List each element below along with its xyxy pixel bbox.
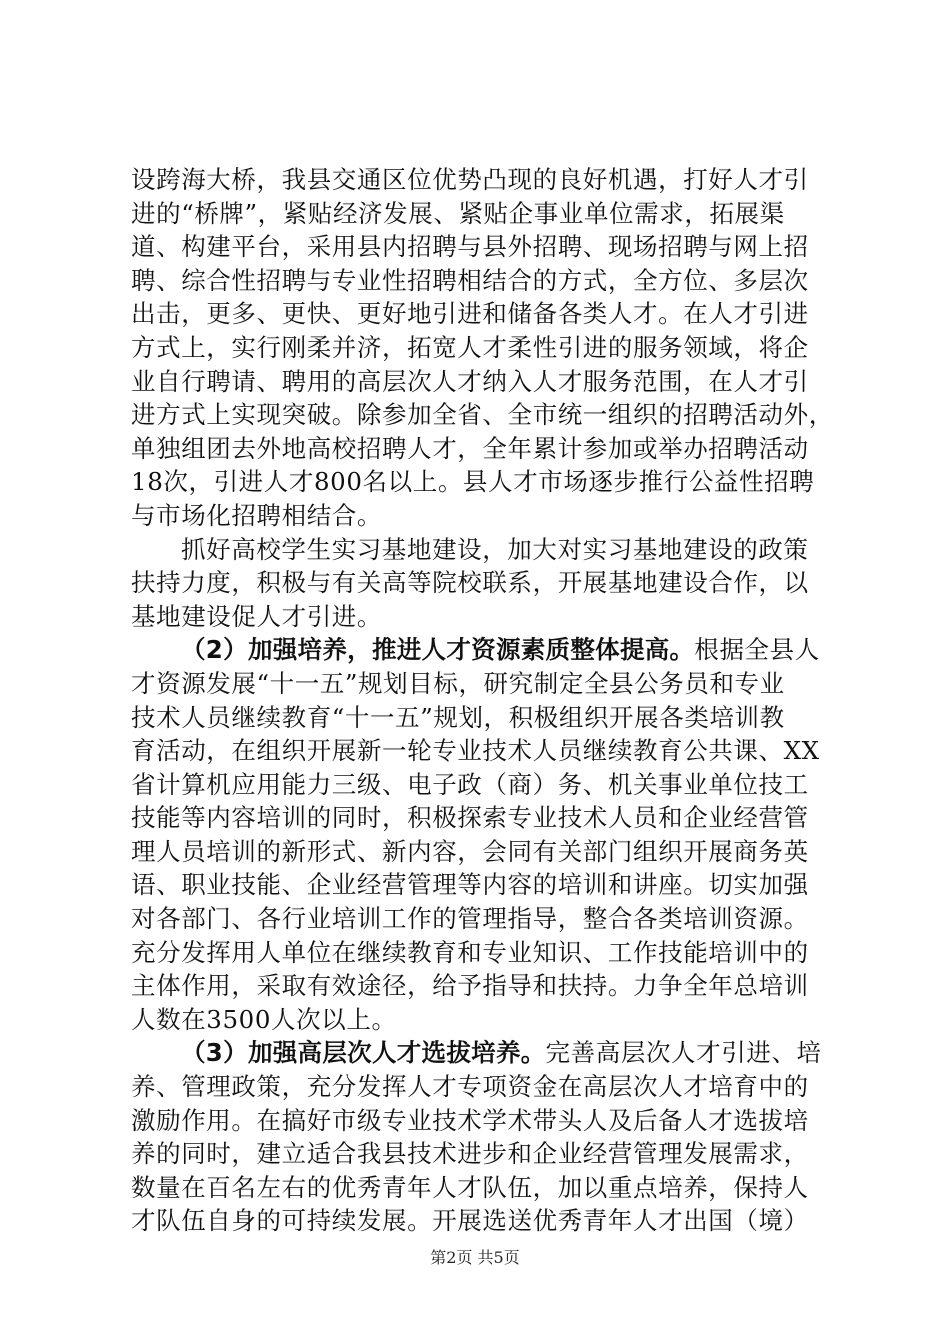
text-line: 单独组团去外地高校招聘人才，全年累计参加或举办招聘活动 [131,433,809,463]
text-line: 才队伍自身的可持续发展。开展选送优秀青年人才出国（境） [131,1206,809,1236]
text-line: 省计算机应用能力三级、电子政（商）务、机关事业单位技工 [131,769,809,799]
text-line: 与市场化招聘相结合。 [131,500,382,530]
text-line: 道、构建平台，采用县内招聘与县外招聘、现场招聘与网上招 [131,232,809,262]
section-2-heading-rest: 根据全县人 [694,635,820,665]
section-2-heading: （2）加强培养，推进人才资源素质整体提高。 [181,635,695,665]
section-2-heading-line [131,633,841,667]
text-line: 才资源发展“十一五”规划目标，研究制定全县公务员和专业 [131,668,785,698]
section-3-heading-rest: 完善高层次人才引进、培 [545,1038,822,1068]
text-line: 方式上，实行刚柔并济，拓宽人才柔性引进的服务领域，将企 [131,332,809,362]
text-line: 技术人员继续教育“十一五”规划，积极组织开展各类培训教 [131,702,785,732]
text-line: 主体作用，采取有效途径，给予指导和扶持。力争全年总培训 [131,971,809,1001]
text-line: 基地建设促人才引进。 [131,601,382,631]
section-3-heading-line [131,1036,841,1070]
text-line: 进方式上实现突破。除参加全省、全市统一组织的招聘活动外， [131,400,834,430]
text-line: 养、管理政策，充分发挥人才专项资金在高层次人才培育中的 [131,1072,809,1102]
text-line: 聘、综合性招聘与专业性招聘相结合的方式，全方位、多层次 [131,265,809,295]
text-line: 业自行聘请、聘用的高层次人才纳入人才服务范围，在人才引 [131,366,809,396]
text-line: 技能等内容培训的同时，积极探索专业技术人员和企业经营管 [131,803,809,833]
text-line: 数量在百名左右的优秀青年人才队伍，加以重点培养，保持人 [131,1172,809,1202]
body-text [131,163,841,1238]
page-number-footer: 第2页 共5页 [430,1248,520,1267]
text-line: 人数在3500人次以上。 [131,1004,397,1034]
text-line: 育活动，在组织开展新一轮专业技术人员继续教育公共课、XX [131,736,820,766]
text-line: 扶持力度，积极与有关高等院校联系，开展基地建设合作，以 [131,568,809,598]
text-line: 进的“桥牌”，紧贴经济发展、紧贴企事业单位需求，拓展渠 [131,198,785,228]
text-line: 养的同时，建立适合我县技术进步和企业经营管理发展需求， [131,1139,809,1169]
text-line: 语、职业技能、企业经营管理等内容的培训和讲座。切实加强 [131,870,809,900]
text-line: 出击，更多、更快、更好地引进和储备各类人才。在人才引进 [131,299,809,329]
text-line: 激励作用。在搞好市级专业技术学术带头人及后备人才选拔培 [131,1105,809,1135]
paragraph-start-line: 抓好高校学生实习基地建设，加大对实习基地建设的政策 [181,534,809,564]
text-line: 理人员培训的新形式、新内容，会同有关部门组织开展商务英 [131,836,809,866]
text-line: 对各部门、各行业培训工作的管理指导，整合各类培训资源。 [131,904,809,934]
section-3-heading: （3）加强高层次人才选拔培养。 [181,1038,546,1068]
text-line: 设跨海大桥，我县交通区位优势凸现的良好机遇，打好人才引 [131,165,809,194]
text-line: 充分发挥用人单位在继续教育和专业知识、工作技能培训中的 [131,937,809,967]
text-line: 18次，引进人才800名以上。县人才市场逐步推行公益性招聘 [131,467,815,497]
